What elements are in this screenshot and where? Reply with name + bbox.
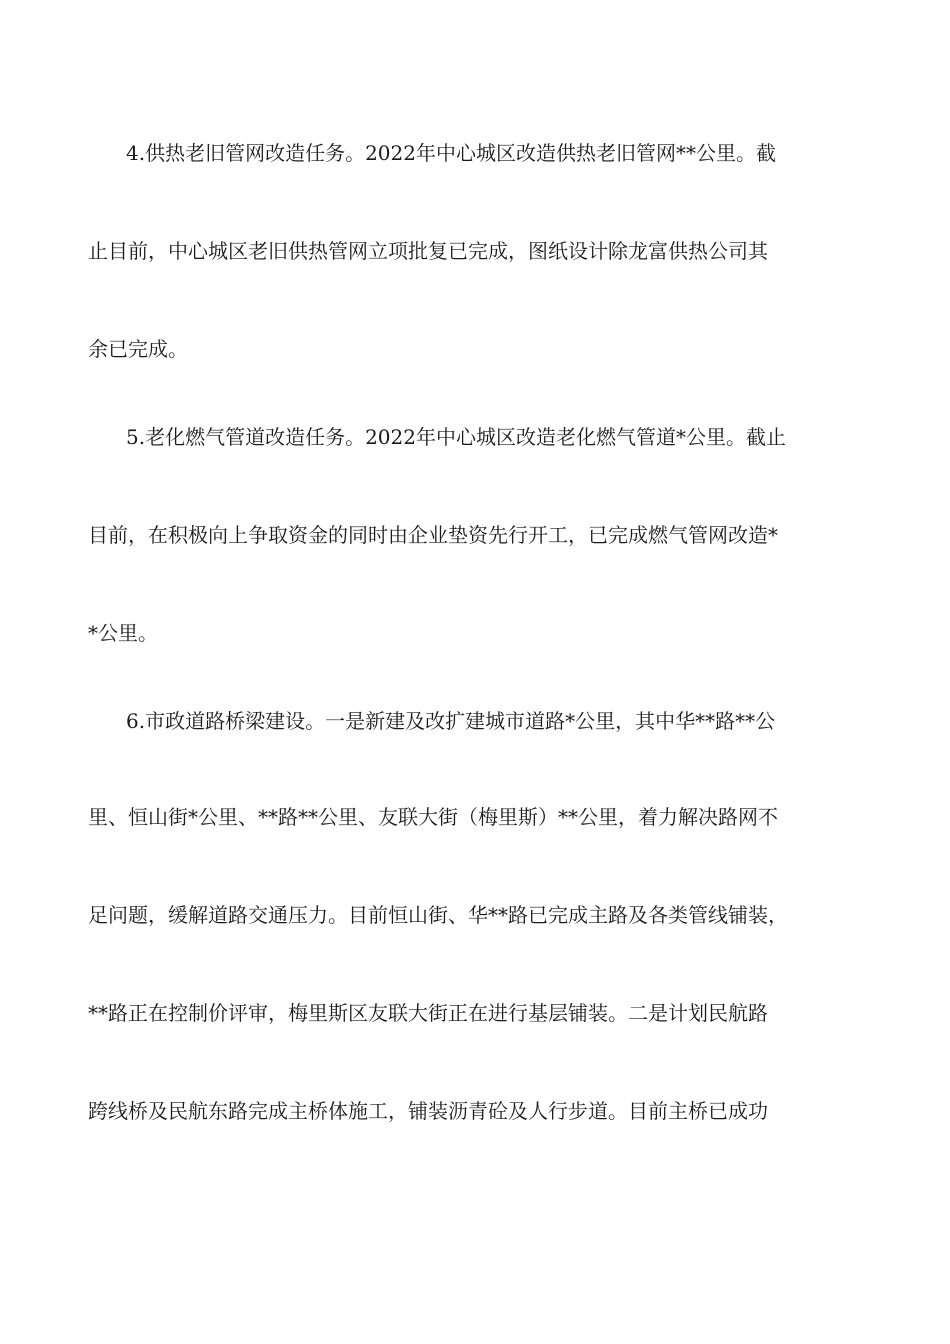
text-line: 止目前，中心城区老旧供热管网立项批复已完成，图纸设计除龙富供热公司其 <box>88 239 768 263</box>
text-line: **路正在控制价评审，梅里斯区友联大街正在进行基层铺装。二是计划民航路 <box>88 1001 768 1025</box>
text-line: 里、恒山街*公里、**路**公里、友联大街（梅里斯）**公里，着力解决路网不 <box>88 805 778 829</box>
text-line: 5.老化燃气管道改造任务。2022年中心城区改造老化燃气管道*公里。截止 <box>126 425 786 449</box>
text-line: *公里。 <box>88 621 158 645</box>
text-line: 余已完成。 <box>88 337 188 361</box>
text-line: 6.市政道路桥梁建设。一是新建及改扩建城市道路*公里，其中华**路**公 <box>126 709 776 733</box>
text-line: 足问题，缓解道路交通压力。目前恒山街、华**路已完成主路及各类管线铺装， <box>88 903 788 927</box>
text-line: 4.供热老旧管网改造任务。2022年中心城区改造供热老旧管网**公里。截 <box>126 141 776 165</box>
text-line: 目前，在积极向上争取资金的同时由企业垫资先行开工，已完成燃气管网改造* <box>88 523 778 547</box>
text-line: 跨线桥及民航东路完成主桥体施工，铺装沥青砼及人行步道。目前主桥已成功 <box>88 1099 768 1123</box>
